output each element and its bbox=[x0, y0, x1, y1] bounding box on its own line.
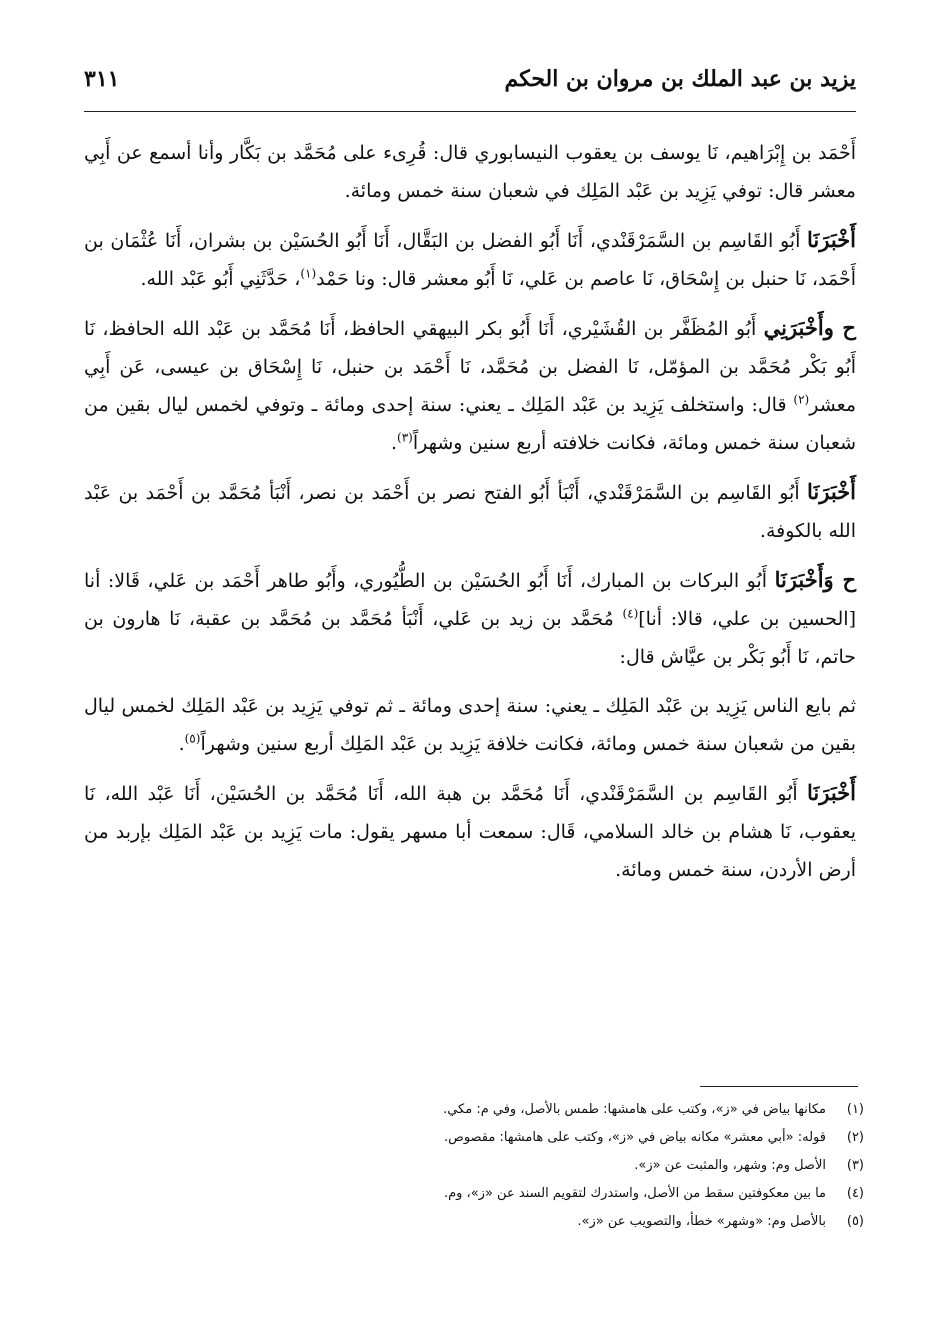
paragraph-text-after: قال: واستخلف يَزِيد بن عَبْد المَلِك ـ يعني: سنة إحدى ومائة ـ وتوفي لخمس ليال بقين من شعبان سنة خمس ومائة، فكانت خلافته أربع سنين وشهراً bbox=[84, 394, 856, 454]
paragraph-text: أَبُو البركات بن المبارك، أَنَا أَبُو الحُسَيْن بن الطُّيُوري، وأَبُو طاهر أَحْمَد بن عَلي، قَالا: أنا [الحسين بن علي، قالا: أنا] bbox=[84, 570, 856, 630]
footnote bbox=[84, 1208, 864, 1236]
page-number: ٣١١ bbox=[84, 66, 120, 92]
footnote bbox=[84, 1124, 864, 1152]
paragraph-text: ثم بايع الناس يَزِيد بن عَبْد المَلِك ـ يعني: سنة إحدى ومائة ـ ثم توفي يَزِيد بن عَبْد المَلِك لخمس ليال بقين من شعبان سنة خمس ومائة، فكانت خلافة يَزِيد بن عَبْد المَلِك أربع سنين وشهراً bbox=[84, 695, 856, 755]
paragraph bbox=[84, 309, 856, 462]
footnote-number: (٢) bbox=[846, 1130, 864, 1145]
paragraph-text-after: ، حَدَّثَنِي أَبُو عَبْد الله. bbox=[140, 268, 301, 290]
paragraph-text-end: . bbox=[390, 432, 398, 454]
footnote-number: (١) bbox=[846, 1102, 864, 1117]
paragraph-text-after: مُحَمَّد بن زيد بن عَلي، أَنْبَأ مُحَمَّد بن مُحَمَّد بن عقبة، نَا هارون بن حاتم، نَا أَبُو بَكْر بن عيَّاش قال: bbox=[84, 608, 856, 668]
paragraph-lead: أَخْبَرَنَا bbox=[807, 780, 856, 805]
main-text bbox=[84, 134, 856, 900]
footnote-text: الأصل وم: وشهر، والمثبت عن «ز». bbox=[634, 1158, 826, 1173]
header-rule bbox=[84, 111, 856, 112]
paragraph bbox=[84, 134, 856, 210]
footnote-ref: (٢) bbox=[793, 392, 810, 407]
footnote-number: (٥) bbox=[846, 1214, 864, 1229]
paragraph-text: أَبُو المُظَفَّر بن القُشَيْري، أَنَا أَبُو بكر البيهقي الحافظ، أَنَا مُحَمَّد بن عَبْد الله الحافظ، نَا أَبُو بَكْر مُحَمَّد بن المؤمّل، نَا الفضل بن مُحَمَّد، نَا أَحْمَد بن حنبل، نَا إِسْحَاق بن عيسى، عَن أَبِي معشر bbox=[84, 318, 856, 416]
footnote-ref: (٤) bbox=[622, 606, 639, 621]
paragraph-text: أَبُو القَاسِم بن السَّمَرْقَنْدي، أَنْبَأ أَبُو الفتح نصر بن أَحْمَد بن نصر، أَنْبَأ مُحَمَّد بن أَحْمَد بن عَبْد الله بالكوفة. bbox=[84, 482, 856, 542]
footnote-text: مكانها بياض في «ز»، وكتب على هامشها: طمس بالأصل، وفي م: مكي. bbox=[443, 1102, 826, 1117]
paragraph-lead: أَخْبَرَنَا bbox=[807, 479, 856, 504]
footnote-ref: (٣) bbox=[397, 430, 413, 445]
paragraph-text-after: . bbox=[178, 733, 185, 755]
paragraph-text: أَحْمَد بن إِبْرَاهيم، نَا يوسف بن يعقوب النيسابوري قال: قُرِىء على مُحَمَّد بن بَكَّار وأنا أسمع عن أَبِي معشر قال: توفي يَزِيد بن عَبْد المَلِك في شعبان سنة خمس ومائة. bbox=[84, 142, 856, 202]
footnote bbox=[84, 1152, 864, 1180]
paragraph bbox=[84, 687, 856, 763]
paragraph bbox=[84, 473, 856, 550]
paragraph-text: أَبُو القَاسِم بن السَّمَرْقَنْدي، أَنَا أَبُو الفضل بن البَقَّال، أَنَا أَبُو الحُسَيْن بن بشران، أَنَا عُثْمَان بن أَحْمَد، نَا حنبل بن إِسْحَاق، نَا عاصم بن عَلي، نَا أَبُو معشر قال: ونا حَمْد bbox=[84, 230, 856, 290]
footnote-ref: (٥) bbox=[184, 731, 201, 746]
footnote-rule bbox=[700, 1086, 858, 1087]
paragraph-lead: أَخْبَرَنَا bbox=[807, 227, 856, 252]
running-title: يزيد بن عبد الملك بن مروان بن الحكم bbox=[504, 66, 856, 92]
paragraph bbox=[84, 221, 856, 298]
footnote-text: قوله: «أبي معشر» مكانه بياض في «ز»، وكتب على هامشها: مقصوص. bbox=[443, 1130, 826, 1145]
footnote-ref: (١) bbox=[300, 266, 317, 281]
paragraph-text: أَبُو القَاسِم بن السَّمَرْقَنْدي، أَنَا مُحَمَّد بن هبة الله، أَنَا مُحَمَّد بن الحُسَيْن، أَنَا عَبْد الله، نَا يعقوب، نَا هشام بن خالد السلامي، قَال: سمعت أبا مسهر يقول: مات يَزِيد بن عَبْد المَلِك بإربد من أرض الأردن، سنة خمس ومائة. bbox=[84, 783, 856, 881]
footnote bbox=[84, 1180, 864, 1208]
paragraph-lead: ح وأَخْبَرَنِي bbox=[763, 315, 856, 340]
page-header bbox=[84, 62, 856, 102]
footnotes bbox=[84, 1096, 864, 1236]
footnote-text: ما بين معكوفتين سقط من الأصل، واستدرك لتقويم السند عن «ز»، وم. bbox=[443, 1186, 826, 1201]
footnote-text: بالأصل وم: «وشهر» خطأ، والتصويب عن «ز». bbox=[577, 1214, 826, 1229]
footnote bbox=[84, 1096, 864, 1124]
footnote-number: (٣) bbox=[846, 1158, 864, 1173]
paragraph bbox=[84, 561, 856, 676]
footnote-number: (٤) bbox=[846, 1186, 864, 1201]
paragraph-lead: ح وَأَخْبَرَنَا bbox=[774, 567, 856, 592]
paragraph bbox=[84, 774, 856, 889]
